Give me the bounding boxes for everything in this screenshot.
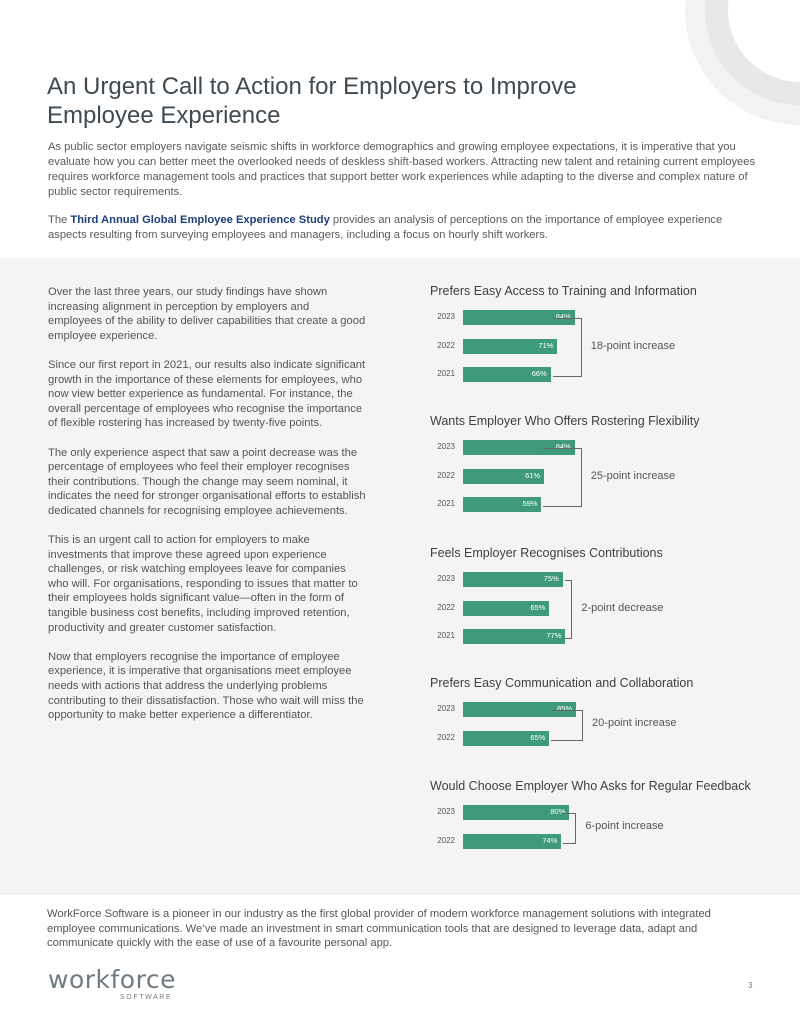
change-bracket xyxy=(553,318,582,377)
findings-body xyxy=(48,285,366,737)
logo-wordmark: workforce xyxy=(48,965,176,994)
year-label: 2023 xyxy=(437,704,455,713)
study-paragraph xyxy=(48,213,758,243)
chart-title: Would Choose Employer Who Asks for Regular Feedback xyxy=(430,779,751,793)
chart-title: Prefers Easy Access to Training and Information xyxy=(430,284,697,298)
bar xyxy=(463,339,557,354)
bar-value-label: 84% xyxy=(555,442,571,451)
year-label: 2022 xyxy=(437,835,455,845)
change-annotation: 20-point increase xyxy=(592,717,677,730)
bar xyxy=(463,601,549,616)
change-bracket xyxy=(563,813,576,844)
bar xyxy=(463,497,541,512)
body-paragraph: Over the last three years, our study findings have shown increasing alignment in perception by employers and employees of the ability to deliver capabilities that create a good employee experience. xyxy=(48,286,366,342)
year-label: 2021 xyxy=(437,631,455,640)
year-label: 2023 xyxy=(437,574,455,583)
logo-subtitle: SOFTWARE xyxy=(120,994,173,1001)
bar-value-label: 65% xyxy=(530,732,546,742)
bar-value-label: 66% xyxy=(531,369,547,378)
bar-value-label: 84% xyxy=(555,312,571,321)
workforce-logo xyxy=(48,965,178,1005)
bar-value-label: 61% xyxy=(525,470,541,480)
bar-value-label: 80% xyxy=(550,807,566,816)
year-label: 2021 xyxy=(437,499,455,508)
year-label: 2023 xyxy=(437,312,455,321)
year-label: 2023 xyxy=(437,807,455,816)
year-label: 2022 xyxy=(437,340,455,350)
bar-value-label: 65% xyxy=(530,602,546,612)
year-label: 2022 xyxy=(437,732,455,742)
bar xyxy=(463,805,569,820)
chart-title: Feels Employer Recognises Contributions xyxy=(430,546,663,560)
body-paragraph: Now that employers recognise the importance of employee experience, it is imperative that organisations meet employee needs with actions that address the underlying problems contributing to their dissatisfaction. Those who wait will miss the opportunity to make better experience a differentiator. xyxy=(48,650,364,722)
study-suffix: provides an analysis of perceptions on the importance of employee experience aspects resulting from surveying employees and managers, including a focus on hourly shift workers. xyxy=(48,214,723,241)
change-annotation: 6-point increase xyxy=(585,820,664,833)
year-label: 2023 xyxy=(437,442,455,451)
intro-paragraph: As public sector employers navigate seismic shifts in workforce demographics and growing employee expectations, it is imperative that you evaluate how you can better meet the overlooked needs of deskless shift-based workers. Attracting new talent and retaining current employees requires workforce management tools and practices that support better work experiences while adapting to the diverse and complex nature of public sector requirements. xyxy=(48,141,756,198)
chart-title: Wants Employer Who Offers Rostering Flexibility xyxy=(430,414,700,428)
bar-value-label: 75% xyxy=(543,574,559,583)
study-link[interactable]: Third Annual Global Employee Experience Study xyxy=(70,214,330,226)
change-bracket xyxy=(543,448,581,507)
year-label: 2022 xyxy=(437,602,455,612)
page-number: 3 xyxy=(748,981,753,990)
bar xyxy=(463,834,561,849)
body-paragraph: The only experience aspect that saw a point decrease was the percentage of employees who feel their employer recognises their contributions. Though the change may seem nominal, it indicates the need for stronger organisational efforts to establish dedicated channels for recognising employee achievements. xyxy=(48,446,366,517)
bar-value-label: 85% xyxy=(557,704,573,713)
change-bracket xyxy=(565,580,573,639)
chart-title: Prefers Easy Communication and Collaboration xyxy=(430,676,694,690)
bar xyxy=(463,469,544,484)
bar xyxy=(463,572,563,587)
change-annotation: 2-point decrease xyxy=(581,601,664,614)
change-annotation: 18-point increase xyxy=(590,339,676,352)
body-paragraph: Since our first report in 2021, our results also indicate significant growth in the importance of these elements for employees, who now view better experience as fundamental. For instance, the overall percentage of employees who recognise the importance of flexible rostering has increased by twenty-five points. xyxy=(48,358,366,430)
bar-value-label: 77% xyxy=(546,631,562,640)
year-label: 2021 xyxy=(437,369,455,378)
corner-decoration xyxy=(670,0,800,140)
page-title: An Urgent Call to Action for Employers to Improve Employee Experience xyxy=(47,73,577,129)
bar-value-label: 71% xyxy=(538,340,554,350)
change-annotation: 25-point increase xyxy=(590,469,676,482)
year-label: 2022 xyxy=(437,470,455,480)
change-bracket xyxy=(551,710,583,741)
bar xyxy=(463,629,565,644)
company-description: WorkForce Software is a pioneer in our industry as the first global provider of modern workforce management solutions with integrated employee communications. We’ve made an investment in smart communication tools that are designed to leverage data, adapt and communicate quickly with the ease of use of a favourite personal app. xyxy=(47,908,711,950)
bar-value-label: 59% xyxy=(522,499,538,508)
bar-value-label: 74% xyxy=(542,835,558,845)
bar xyxy=(463,367,551,382)
bar xyxy=(463,731,549,746)
body-paragraph: This is an urgent call to action for employers to make investments that improve these agreed upon experience challenges, or risk watching employees leave for companies who will. For organisations, responding to issues that matter to their employees holds significant value—often in the form of tangible business cost benefits, including improved retention, productivity and greater customer satisfaction. xyxy=(48,534,358,634)
study-prefix: The xyxy=(48,214,71,226)
